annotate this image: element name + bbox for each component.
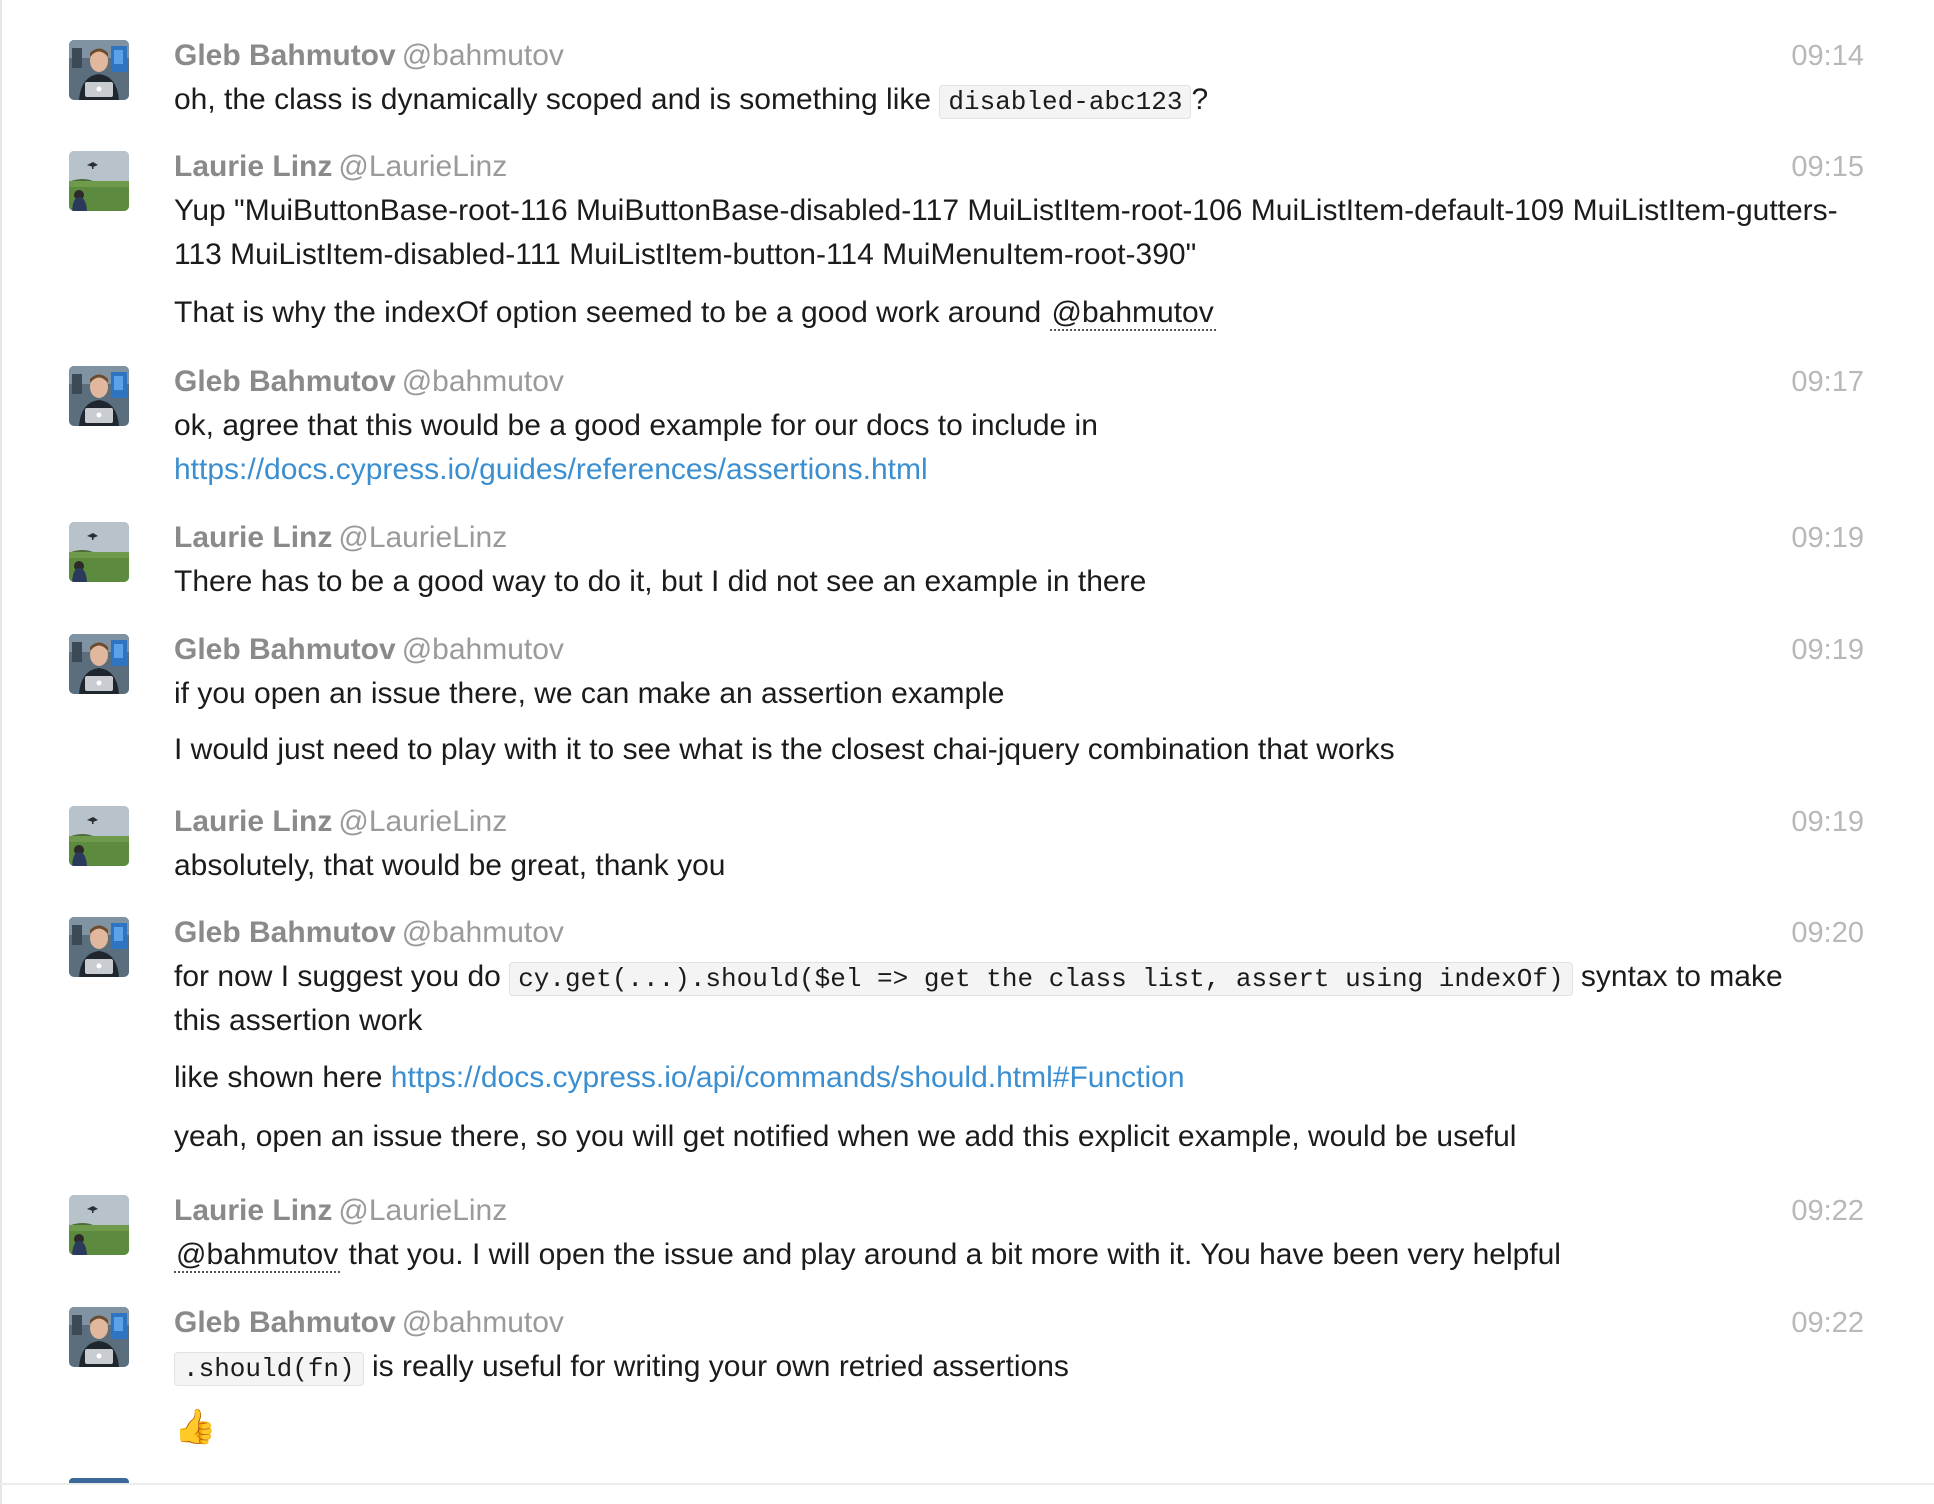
timestamp[interactable]: 09:14 <box>1791 40 1864 72</box>
left-divider <box>0 0 2 1504</box>
text-segment: That is why the indexOf option seemed to be a good work around <box>174 296 1050 329</box>
author-handle[interactable]: @bahmutov <box>401 633 564 666</box>
message-text: ok, agree that this would be a good example for our docs to include in <box>174 409 1098 442</box>
text-segment: that you. I will open the issue and play around a bit more with it. You have been very helpful <box>340 1238 1561 1271</box>
avatar[interactable] <box>69 1195 129 1255</box>
avatar[interactable] <box>69 806 129 866</box>
message-header <box>174 1305 564 1341</box>
message-text <box>174 1233 1874 1277</box>
docs-link[interactable]: https://docs.cypress.io/api/commands/should.html#Function <box>390 1061 1185 1094</box>
author-handle[interactable]: @bahmutov <box>401 916 564 949</box>
message-header <box>174 804 507 840</box>
text-segment: oh, the class is dynamically scoped and is something like <box>174 83 940 116</box>
timestamp[interactable]: 09:19 <box>1791 806 1864 838</box>
message-text: this assertion work <box>174 1004 423 1037</box>
message-header <box>174 915 564 951</box>
author-name[interactable]: Laurie Linz <box>174 150 333 183</box>
user-mention[interactable]: @bahmutov <box>1051 296 1214 329</box>
text-segment: ? <box>1191 83 1209 116</box>
author-handle[interactable]: @bahmutov <box>401 39 564 72</box>
message-header <box>174 149 507 185</box>
text-segment: is really useful for writing your own retried assertions <box>363 1350 1069 1383</box>
message-header <box>174 38 564 74</box>
message-text <box>174 955 1874 1001</box>
author-handle[interactable]: @LaurieLinz <box>338 805 508 838</box>
message-header <box>174 632 564 668</box>
author-name[interactable]: Gleb Bahmutov <box>174 916 396 949</box>
author-name[interactable]: Gleb Bahmutov <box>174 1306 396 1339</box>
message-text <box>174 78 1874 124</box>
message-text: absolutely, that would be great, thank you <box>174 849 726 882</box>
timestamp[interactable]: 09:19 <box>1791 522 1864 554</box>
partial-avatar <box>69 1478 129 1483</box>
message-text <box>174 1345 1874 1391</box>
message-text <box>174 1056 1874 1100</box>
message-text: There has to be a good way to do it, but I did not see an example in there <box>174 565 1147 598</box>
timestamp[interactable]: 09:15 <box>1791 151 1864 183</box>
message-text: I would just need to play with it to see what is the closest chai-jquery combination that works <box>174 733 1395 766</box>
inline-code: disabled-abc123 <box>939 85 1191 119</box>
text-segment: like shown here <box>174 1061 391 1094</box>
docs-link[interactable]: https://docs.cypress.io/guides/references/assertions.html <box>174 453 928 486</box>
message-text <box>174 1405 1874 1451</box>
message-header <box>174 364 564 400</box>
author-name[interactable]: Gleb Bahmutov <box>174 365 396 398</box>
thumbs-up-icon: 👍 <box>174 1408 217 1446</box>
timestamp[interactable]: 09:19 <box>1791 634 1864 666</box>
author-handle[interactable]: @LaurieLinz <box>338 521 508 554</box>
message-header <box>174 1193 507 1229</box>
avatar[interactable] <box>69 40 129 100</box>
avatar[interactable] <box>69 917 129 977</box>
author-handle[interactable]: @bahmutov <box>401 1306 564 1339</box>
timestamp[interactable]: 09:22 <box>1791 1195 1864 1227</box>
author-name[interactable]: Laurie Linz <box>174 805 333 838</box>
message-text: Yup "MuiButtonBase-root-116 MuiButtonBase-disabled-117 MuiListItem-root-106 MuiListItem-default-109 MuiListItem-gutters-113 MuiListItem-disabled-111 MuiListItem-button-114 MuiMenuItem-root-390" <box>174 194 1838 271</box>
timestamp[interactable]: 09:20 <box>1791 917 1864 949</box>
avatar[interactable] <box>69 634 129 694</box>
message-text: if you open an issue there, we can make an assertion example <box>174 677 1005 710</box>
author-name[interactable]: Gleb Bahmutov <box>174 633 396 666</box>
avatar[interactable] <box>69 366 129 426</box>
user-mention[interactable]: @bahmutov <box>176 1238 339 1271</box>
author-name[interactable]: Gleb Bahmutov <box>174 39 396 72</box>
inline-code: .should(fn) <box>174 1352 364 1386</box>
author-handle[interactable]: @bahmutov <box>401 365 564 398</box>
timestamp[interactable]: 09:17 <box>1791 366 1864 398</box>
message-text: yeah, open an issue there, so you will get notified when we add this explicit example, would be useful <box>174 1120 1517 1153</box>
author-name[interactable]: Laurie Linz <box>174 1194 333 1227</box>
message-header <box>174 520 507 556</box>
message-text <box>174 448 1874 492</box>
message-text <box>174 291 1874 335</box>
author-name[interactable]: Laurie Linz <box>174 521 333 554</box>
text-segment: syntax to make <box>1572 960 1783 993</box>
avatar[interactable] <box>69 522 129 582</box>
bottom-divider <box>0 1483 1934 1485</box>
author-handle[interactable]: @LaurieLinz <box>338 1194 508 1227</box>
timestamp[interactable]: 09:22 <box>1791 1307 1864 1339</box>
avatar[interactable] <box>69 1307 129 1367</box>
inline-code: cy.get(...).should($el => get the class list, assert using indexOf) <box>509 962 1572 996</box>
avatar[interactable] <box>69 151 129 211</box>
text-segment: for now I suggest you do <box>174 960 510 993</box>
author-handle[interactable]: @LaurieLinz <box>338 150 508 183</box>
